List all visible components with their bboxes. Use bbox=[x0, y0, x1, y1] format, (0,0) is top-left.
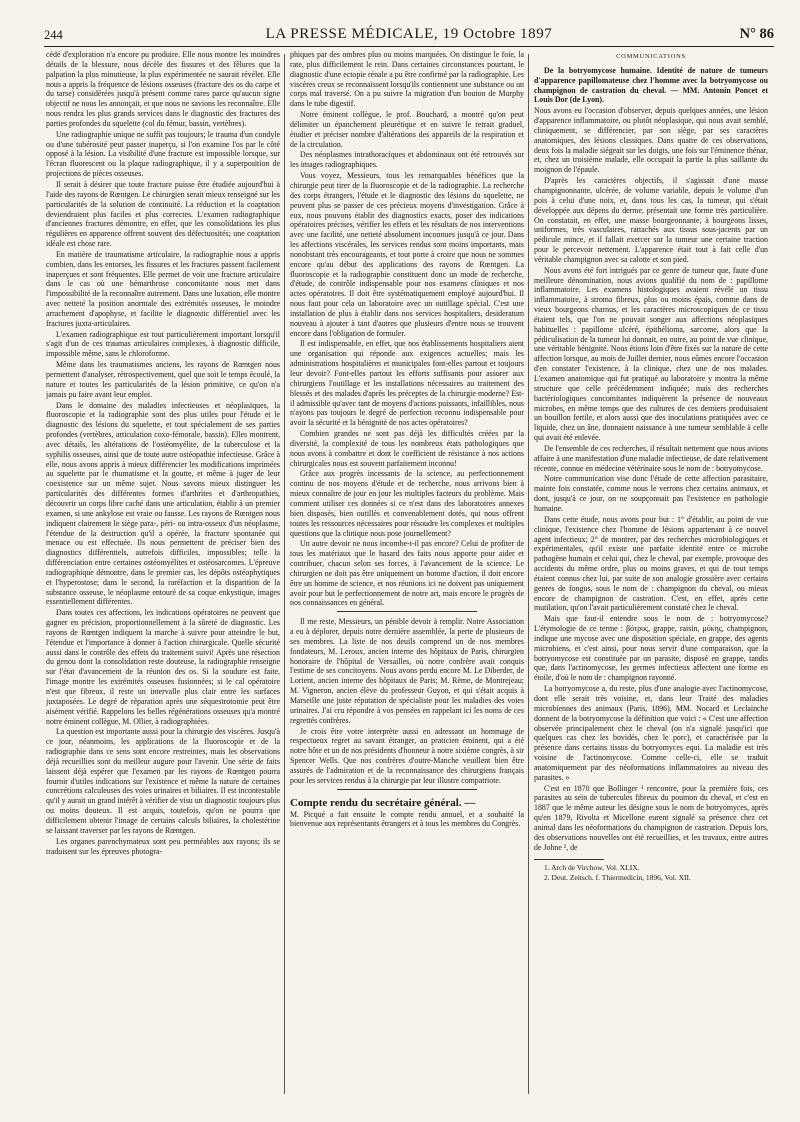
paragraph: Grâce aux progrès incessants de la science, au perfectionnement continu de nos moyens d'étude et de recherche, nous arrivons bien à mieux connaître de jour en jour les multiples facteurs du problème. Mais comment utiliser ces données si ce n'est dans des laboratoires annexes bien disposés, bien outillés et convenablement dotés, qui nous offrent toutes les ressources nécessaires pour résoudre les complexes et multiples questions que la clinique nous pose journellement? bbox=[290, 469, 524, 538]
page-number: 244 bbox=[44, 28, 63, 42]
paragraph: Les organes parenchymateux sont peu perméables aux rayons; ils se traduisent sur les épreuves photogra- bbox=[46, 836, 280, 856]
paragraph: La botryomycose a, du reste, plus d'une analogie avec l'actinomycose, dont elle serait très voisine, et, dans leur Traité des maladies microbiennes des animaux (Paris, 1896), MM. Nocard et Leclainche donnent de la botryomycose la définition que voici : « C'est une affection observée principalement chez le cheval (on n'a signalé jusqu'ici que quelques cas chez les bovidés, chez le porc), et caractérisée par la présence dans certains tissus du botryomyces equi. La maladie est très voisine de l'actinomycose. Comme celle-ci, elle se traduit anatomiquement par des néoformations inflammatoires au niveau des parasites. » bbox=[534, 684, 768, 782]
footnote: 1. Arch de Virchow, Vol. XLIX. bbox=[544, 862, 640, 872]
journal-title: LA PRESSE MÉDICALE, 19 Octobre 1897 bbox=[265, 26, 553, 42]
paragraph: Il serait à désirer que toute fracture puisse être étudiée aujourd'hui à l'aide des rayons de Rœntgen. Le chirurgien serait mieux renseigné sur les particularités de la solution de continuité. La réduction et la coaptation deviendraient plus faciles et plus correctes. L'examen radiographique d'anciennes fractures démontre, en effet, que les consolidations les plus régulières en apparence offrent souvent des défectuosités; une coaptation idéale est chose rare. bbox=[46, 179, 280, 249]
paragraph: Dans cette étude, nous avons pour but : 1° d'établir, au point de vue clinique, l'existence chez l'homme de lésions appartenant à ce nouvel agent infectieux; 2° de montrer, par des recherches microbiologiques et expérimentales, qu'il existe une parfaite identité entre ce microbe pathogène humain et celui qui, chez le cheval, par exemple, provoque des accidents du même ordre, plus ou moins graves, et qui de tout temps étaient connus chez lui, par suite de son analogie grossière avec certains genres de fongus, sous le nom de : champignon du cheval, ou mieux encore de champignon de castration. C'est, en effet, après cette mutilation, qu'on l'avait particulièrement constaté chez le cheval. bbox=[534, 514, 768, 613]
paragraph: C'est en 1870 que Bollinger ¹ rencontre, pour la première fois, ces parasites au sein de tubercules fibreux du poumon du cheval, et c'est en 1887 que le même auteur les désigne sous le nom de botryomyces, après qu'en 1879, Rivolta et Micellone eurent signalé sa présence chez cet animal dans les néoformations du champignon de castration. Depuis lors, des observations nouvelles ont été recueillies, et les travaux, entre autres de Johne ², de bbox=[534, 783, 768, 852]
paragraph: Notre communication vise donc l'étude de cette affection parasitaire, mainte fois constatée, comme nous le verrons chez certains animaux, et dont, jusqu'à ce jour, on ne soupçonnait pas l'existence en pathologie humaine. bbox=[534, 474, 768, 513]
paragraph: Dans le domaine des maladies infectieuses et néoplasiques, la fluoroscopie et la radiographie sont des plus utiles pour l'étude et le diagnostic des lésions du squelette, et tout spécialement de ses parties profondes (vertèbres, articulation coxo-fémorale, bassin). Elles montrent, avec détails, les altérations de l'ostéomyélite, de la tuberculose et la syphilis osseuses, ainsi que de toute autre ostéopathie infectieuse. Grâce à elle, nous avons appris à mieux différencier les modifications imprimées au squelette par le rhumatisme et la goutte, et même à juger de leur coexistence sur un même sujet. Nous savons mieux distinguer les particularités des différentes formes d'arthrites et d'arthropathies, découvrir un corps libre caché dans une articulation, établir à un premier examen, si une ankylose est vraie ou fausse. Les rayons de Rœntgen nous indiquent clairement le siège para-, péri- ou intra-osseux d'un néoplasme, l'étendue de la destruction qu'il a opérée, la fracture spontanée qui menace ou est effectuée. Ils nous permettent de préciser bien des diagnostics différentiels, autrefois difficiles, impossibles; telle la différenciation entre certaines ostéomyélites et ostéosarcomes. L'épreuve radiographique démontre, dans le premier cas, les dépôts ostéophytiques et l'hyperostose; dans le second, la raréfaction et la disparition de la substance osseuse, le néoplasme entouré de sa coque enkystique, images essentiellement différentes. bbox=[46, 400, 280, 607]
column-divider bbox=[528, 54, 529, 1094]
paragraph: L'examen radiographique est tout particulièrement important lorsqu'il s'agit d'un de ces traumas articulaires complexes, à diagnostic difficile, impossible même, sans le chloroforme. bbox=[46, 329, 280, 359]
paragraph: Mais que faut-il entendre sous le nom de : botryomycose? L'étymologie de ce terme : βότρυς, grappe, raisin, μύκης, champignon, indique une mycose avec une disposition spéciale, en grappe, des agents microbiens, et c'est ainsi, pour nous servir d'une comparaison, que la botryomycose est constituée par un parasite, disposé en grappe, tandis que, dans l'actinomycose, les germes infectieux affectent une forme en étoile, d'où le nom de : champignon rayonné. bbox=[534, 614, 768, 683]
paragraph: Il me reste, Messieurs, un pénible devoir à remplir. Notre Association a eu à déplorer, depuis notre dernière assemblée, la perte de plusieurs de ses membres. La liste de nos deuils comprend un de nos membres fondateurs, M. Leroux, ancien interne des hôpitaux de Paris, chirurgien honoraire de l'hôpital de Versailles, où notre confrère avait conquis l'estime de ses concitoyens. Nous avons perdu encore M. Le Diberder, de Lorient, ancien interne des hôpitaux de Paris; M. Rème, de Montrejeau; M. Vigneron, ancien élève du professeur Guyon, et qui s'était acquis à Marseille une juste réputation de spécialiste pour les maladies des voies urinaires. J'ai cru répondre à vos pensées en rappelant ici les noms de ces regrettés confrères. bbox=[290, 617, 524, 725]
report-text: M. Picqué a fait ensuite le compte rendu annuel, et a souhaité la bienvenue aux représentants étrangers et à tous les membres du Congrès. bbox=[290, 809, 524, 829]
paragraph: Je crois être votre interprète aussi en adressant un hommage de respectueux regret au savant étranger, au praticien éminent, qui a été notre hôte et un de nos présidents d'honneur à notre sixième congrès, à sir Spencer Wells. Que nos confrères d'outre-Manche veuillent bien être assurés de l'admiration et de la reconnaissance des chirurgiens français pour les services rendus à la chirurgie par leur illustre compatriote. bbox=[290, 726, 524, 785]
footnote: 2. Deut. Zeitsch. f. Thiermedicin, 1896, Vol. XII. bbox=[544, 872, 691, 882]
column-right bbox=[534, 50, 768, 1100]
section-separator bbox=[337, 611, 477, 612]
paragraph: La question est importante aussi pour la chirurgie des viscères. Jusqu'à ce jour, néanmoins, les applications de la fluoroscopie et de la radiographie dans ce sens sont encore restreintes, mais les observations déjà recueillies sont du meilleur augure pour l'avenir. Une série de faits laissent déjà espérer que l'examen par les rayons de Rœntgen pourra fournir d'utiles indications sur l'existence et même la nature de certaines concrétions calculeuses des voies urinaires et biliaires. Il est incontestable qu'il y aurait un grand intérêt à vérifier de visu un diagnostic toujours plus ou moins douteux. Il est acquis, toutefois, qu'on ne pourra que difficilement obtenir l'image de certains calculs biliaires, la cholestérine se laissant traverser par les rayons de Rœntgen. bbox=[46, 727, 280, 835]
article-title: De la botryomycose humaine. Identité de nature de tumeurs d'apparence papillomateuse chez l'homme avec la botryomycose ou champignon de castration du cheval. — MM. Antonin Poncet et Louis Dor (de Lyon). bbox=[534, 65, 768, 105]
issue-number: N° 86 bbox=[739, 26, 774, 42]
paragraph: cédé d'exploration n'a encore pu produire. Elle nous montre les moindres détails de la blessure, nous décèle des fissures et des fêlures que la palpation la plus minutieuse, la plus expérimentée ne saurait révéler. Elle nous a appris la fréquence de lésions osseuses (fracture des os du carpe et du tarse) considérées jusqu'à présent comme rares parce qu'aucun signe objectif ne nous les annonçait, et que nous ne savions les reconnaître. Elle nous rendra les plus grands services dans le diagnostic des fractures des parties profondes du squelette (col du fémur, bassin, vertèbres). bbox=[46, 50, 280, 128]
paragraph: Des néoplasmes intrathoraciques et abdominaux ont été retrouvés sur les images radiographiques. bbox=[290, 150, 524, 170]
paragraph: Dans toutes ces affections, les indications opératoires ne peuvent que gagner en précision, proportionnellement à la sûreté de diagnostic. Les rayons de Rœntgen indiquent la marche à suivre pour atteindre le but, l'étendue et l'importance à donner à l'action chirurgicale. Quelle sécurité aussi dans le contrôle des effets du traitement suivi! Après une résection du genou dont la consolidation reste douteuse, la radiographie renseigne sur l'état d'avancement de la réunion des os. Si la soudure est faite, l'image montre les extrémités osseuses fusionnées; si le cal opératoire n'est que fibreux, il reste un intervalle plus clair entre les surfaces juxtaposées. Le degré de réparation après une séquestrotomie peut être aisément vérifié. Rappelons les belles régénérations osseuses qu'a montré notre éminent collègue, M. Ollier, à radiographiées. bbox=[46, 608, 280, 726]
section-separator bbox=[337, 789, 477, 790]
paragraph: De l'ensemble de ces recherches, il résultait nettement que nous avions affaire à une manifestation d'une maladie infectieuse, de date relativement récente, connue en médecine vétérinaire sous le nom de : botryomycose. bbox=[534, 443, 768, 473]
page-header bbox=[44, 24, 774, 47]
paragraph: Une radiographie unique ne suffit pas toujours; le trauma d'un condyle ou d'une tubérosité peut passer inaperçu, si l'on examine l'os par le côté opposé à la lésion. La visibilité d'une fracture est impossible lorsque, sur l'écran fluorescent ou la plaque radiographique, il y a superposition de projections de pièces osseuses. bbox=[46, 129, 280, 179]
article-lead: Nous avons eu l'occasion d'observer, depuis quelques années, une lésion d'apparence inflammatoire, ou plutôt néoplasique, qui nous avait semblé, cliniquement, se différencier, par son siège, par ses caractères anatomiques, des lésions classiques. Dans quatre de ces observations, deux fois la maladie siégeait sur les doigts, une fois sur l'éminence thénar, et, chez un troisième malade, elle occupait la partie la plus saillante du moignon de l'épaule. bbox=[534, 106, 768, 175]
footnote-separator bbox=[534, 859, 604, 860]
column-middle bbox=[290, 50, 524, 1100]
report-heading: Compte rendu du secrétaire général. — bbox=[290, 796, 476, 809]
paragraph: Notre éminent collègue, le prof. Bouchard, a montré qu'on peut délimiter un épanchement pleurétique et en suivre le retrait graduel, étudier et préciser nombre d'altérations des appareils de la respiration et de la circulation. bbox=[290, 110, 524, 149]
paragraph: En matière de traumatisme articulaire, la radiographie nous a appris combien, dans les entorses, les fissures et les fractures passent facilement inaperçues et sont fréquentes. Elle permet de voir une fracture articulaire dans le cas où une hémarthrose concomitante nous met dans l'impossibilité de la reconnaître autrement. Dans une luxation, elle montre avec netteté la position anormale des extrémités osseuses, le moindre arrachement d'apophyse, et facilite le diagnostic différentiel avec les fractures juxta-articulaires. bbox=[46, 249, 280, 328]
paragraph: Même dans les traumatismes anciens, les rayons de Rœntgen nous permettent d'analyser, rétrospectivement, quel que soit le temps écoulé, la nature et toutes les particularités de la lésion primitive, ce qu'on n'a jamais pu faire avant leur emploi. bbox=[46, 360, 280, 399]
paragraph: Vous voyez, Messieurs, tous les remarquables bénéfices que la chirurgie peut tirer de la fluoroscopie et de la radiographie. La recherche des corps étrangers, l'étude et le diagnostic des lésions du squelette, ne peuvent plus se passer de ces précieux moyens d'investigation. Grâce à eux, nous pouvons établir des diagnostics exacts, poser des indications opératoires précises, vérifier les effets et les résultats de nos interventions avec une facilité, une netteté absolument inconnues jusqu'à ce jour. Dans les affections viscérales, les services rendus sont moins importants, mais nonobstant très encourageants, et tout porte à croire que nous ne sommes encore qu'au début des applications des rayons de Rœntgen. La fluoroscopie et la radiographie constituent donc un mode de recherche, d'étude, de contrôle indispensable pour nos examens cliniques et nos actes opératoires. Il doit être systématiquement employé aujourd'hui. Il nous faut pour cela un laboratoire avec un outillage spécial. C'est une installation de plus à établir dans nos services hospitaliers, desideratum nouveau à ajouter à tant d'autres que plusieurs d'entre nous se trouvent encore dans l'obligation de formuler. bbox=[290, 171, 524, 338]
paragraph: phiques par des ombres plus ou moins marquées. On distingue le foie, la rate, plus difficilement le rein. Dans certaines circonstances pourtant, le diagnostic d'une ectopie rénale a pu être confirmé par la radiographie. Les viscères creux se reconnaissent lorsqu'ils contiennent une substance ou un corps mal traversé. On a pu suivre la migration d'un bouton de Murphy dans le tube digestif. bbox=[290, 50, 524, 109]
section-label: COMMUNICATIONS bbox=[616, 53, 686, 60]
paragraph: Nous avons été fort intrigués par ce genre de tumeur que, faute d'une meilleure dénomination, nous avions qualifié du nom de : papillome inflammatoire. Les examens histologiques avaient révélé un tissu inflammatoire, à stroma fibreux, plus ou moins épais, comme dans de vieux bourgeons charnus, et les caractères microscopiques de ce tissu étaient tels, que l'on ne pouvait songer aux affections néoplasiques habituelles : papillome ulcéré, épithélioma, sarcome, alors que la pédiculisation de la tumeur lui donnait, en outre, au point de vue clinique, une véritable bénignité. Nous étions loin d'être fixés sur la nature de cette affection lorsque, au mois de Juillet dernier, nous eûmes encore l'occasion d'en constater l'existence, à la clinique, chez une de nos malades. L'examen anatomique qui fut pratiqué au laboratoire y montra la même structure que celle précédemment indiquée; mais des recherches bactériologiques concomitantes indiquèrent la présence de nouveaux microbes, en même temps que des cultures de ces derniers produisaient un bouillon fertile, et alors aussi que des inoculations pratiquées avec ce liquide, chez un âne, donnaient naissance à une tumeur semblable à celle qui avait été enlevée. bbox=[534, 265, 768, 443]
paragraph: Un autre devoir ne nous incombe-t-il pas encore? Celui de profiter de tous les matériaux que le hasard des faits nous apporte pour aider et contribuer, chacun selon ses forces, à l'avancement de la science. Le chirurgien ne doit pas être uniquement un homme d'action, il doit encore être un homme de science, et nos réunions ici ne doivent pas uniquement avoir pour but le perfectionnement de notre art, mais encore le progrès de nos connaissances en général. bbox=[290, 539, 524, 608]
column-divider bbox=[284, 54, 285, 1094]
paragraph: Il est indispensable, en effet, que nos établissements hospitaliers aient une organisation qui réponde aux exigences actuelles; mais les administrations hospitalières et municipales font-elles partout et toujours leur devoir? Font-elles partout les efforts suffisants pour assurer aux chirurgiens l'outillage et les installations nécessaires au traitement des blessés et des malades d'après les préceptes de la chirurgie moderne? Est-il admissible qu'avec tant de moyens d'actions puissants, infaillibles, nous n'ayons pas toujours le degré de perfection reconnu indispensable pour avoir la sécurité et la bénignité de nos actes opératoires? bbox=[290, 339, 524, 428]
paragraph: Combien grandes ne sont pas déjà les difficultés créées par la diversité, la complexité de tous les nombreux états pathologiques que nous avons à combattre et dont le coefficient de résistance à nos actions chirurgicales nous est souvent parfaitement inconnu! bbox=[290, 429, 524, 468]
paragraph: D'après les caractères objectifs, il s'agissait d'une masse champignonnante, ulcérée, de volume variable, depuis le volume d'un pois à celui d'une noix, et, dans tous les cas, la tumeur, qui s'était développée aux dépens du derme, présentait une forme très particulière. On constatait, en effet, une masse bourgeonnante, à bourgeons lisses, uniformes, très vasculaires, rattachés aux tissus sous-jacents par un pédicule mince, et il fallait exercer sur la tumeur une certaine traction pour le percevoir nettement. L'apparence était tout à fait celle d'un véritable champignon avec sa calotte et son pied. bbox=[534, 176, 768, 264]
column-left bbox=[46, 50, 280, 1100]
